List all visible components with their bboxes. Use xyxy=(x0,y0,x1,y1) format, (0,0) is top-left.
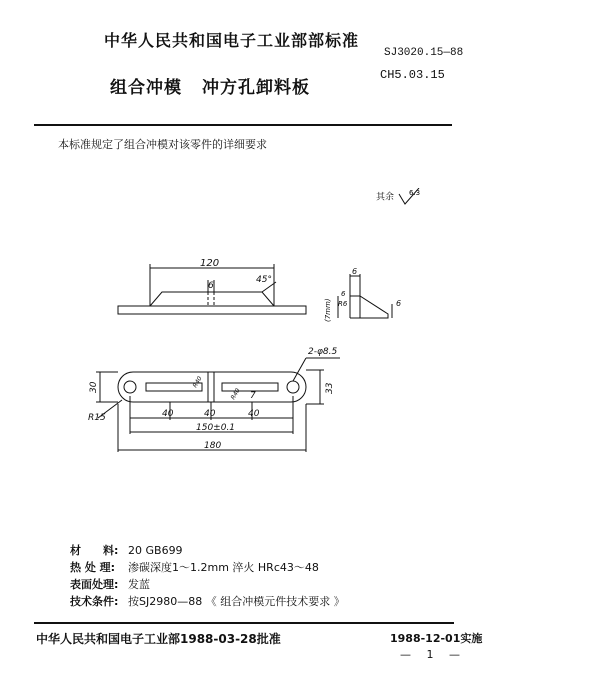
plate-raised-profile xyxy=(150,292,274,306)
spec-technical-conditions xyxy=(70,593,345,609)
dim-slot-7: 7 xyxy=(250,391,256,401)
dim-side-r: R6 xyxy=(338,300,348,308)
dim-span-40-c: 40 xyxy=(248,409,260,419)
dim-r40-b: R40 xyxy=(229,387,242,401)
spec-value: 按SJ2980—88 《 组合冲模元件技术要求 》 xyxy=(128,595,345,608)
dim-radius-r15: R15 xyxy=(88,413,106,423)
dim-total-180: 180 xyxy=(204,441,222,451)
dim-span-40-a: 40 xyxy=(162,409,174,419)
dim-holes: 2-φ8.5 xyxy=(308,347,338,357)
dim-side-6: 6 xyxy=(352,267,358,276)
dim-length-120: 120 xyxy=(200,258,220,269)
dim-side-6b: 6 xyxy=(341,290,346,298)
title-main: 组合冲模 xyxy=(110,78,182,98)
intro-text: 本标准规定了组合冲模对该零件的详细要求 xyxy=(58,138,267,151)
slot-right xyxy=(222,383,278,391)
spec-label: 材 料: xyxy=(70,544,119,557)
dimension-labels xyxy=(88,258,401,451)
dim-chamfer: 45° xyxy=(256,275,272,285)
page-number: — 1 — xyxy=(400,648,466,661)
dim-height-30: 30 xyxy=(89,381,99,393)
dim-side-hole: (7mm) xyxy=(324,298,332,322)
spec-value: 渗碳深度1～1.2mm 淬火 HRc43～48 xyxy=(128,561,319,574)
spec-label: 热 处 理: xyxy=(70,561,116,574)
spec-label: 技术条件: xyxy=(70,595,119,608)
footer-divider xyxy=(34,622,454,624)
standard-number: SJ3020.15—88 xyxy=(384,47,464,59)
side-profile xyxy=(350,296,388,318)
dim-top-6: 6 xyxy=(208,281,214,291)
mounting-hole-right xyxy=(287,381,299,393)
spec-surface-treatment xyxy=(70,576,150,592)
implementation-date: 1988-12-01实施 xyxy=(390,632,483,645)
title-sub: 冲方孔卸料板 xyxy=(202,78,310,98)
dim-span-150: 150±0.1 xyxy=(196,423,236,433)
spec-value: 20 GB699 xyxy=(128,544,183,557)
approval-note: 中华人民共和国电子工业部1988-03-28批准 xyxy=(36,632,281,646)
dim-side-6c: 6 xyxy=(396,299,402,308)
dim-height-33: 33 xyxy=(325,382,335,394)
spec-value: 发蓝 xyxy=(128,578,150,591)
spec-heat-treatment xyxy=(70,559,319,575)
mounting-hole-left xyxy=(124,381,136,393)
classification-code: CH5.03.15 xyxy=(380,68,445,82)
dim-span-40-b: 40 xyxy=(204,409,216,419)
issuing-organization: 中华人民共和国电子工业部部标准 xyxy=(104,31,360,50)
plate-base-outline xyxy=(118,306,306,314)
roughness-label: 其余 xyxy=(376,192,395,203)
spec-label: 表面处理: xyxy=(70,578,119,591)
dim-r40-a: R40 xyxy=(191,375,204,389)
spec-material xyxy=(70,542,183,558)
roughness-value: 6.3 xyxy=(408,189,421,197)
